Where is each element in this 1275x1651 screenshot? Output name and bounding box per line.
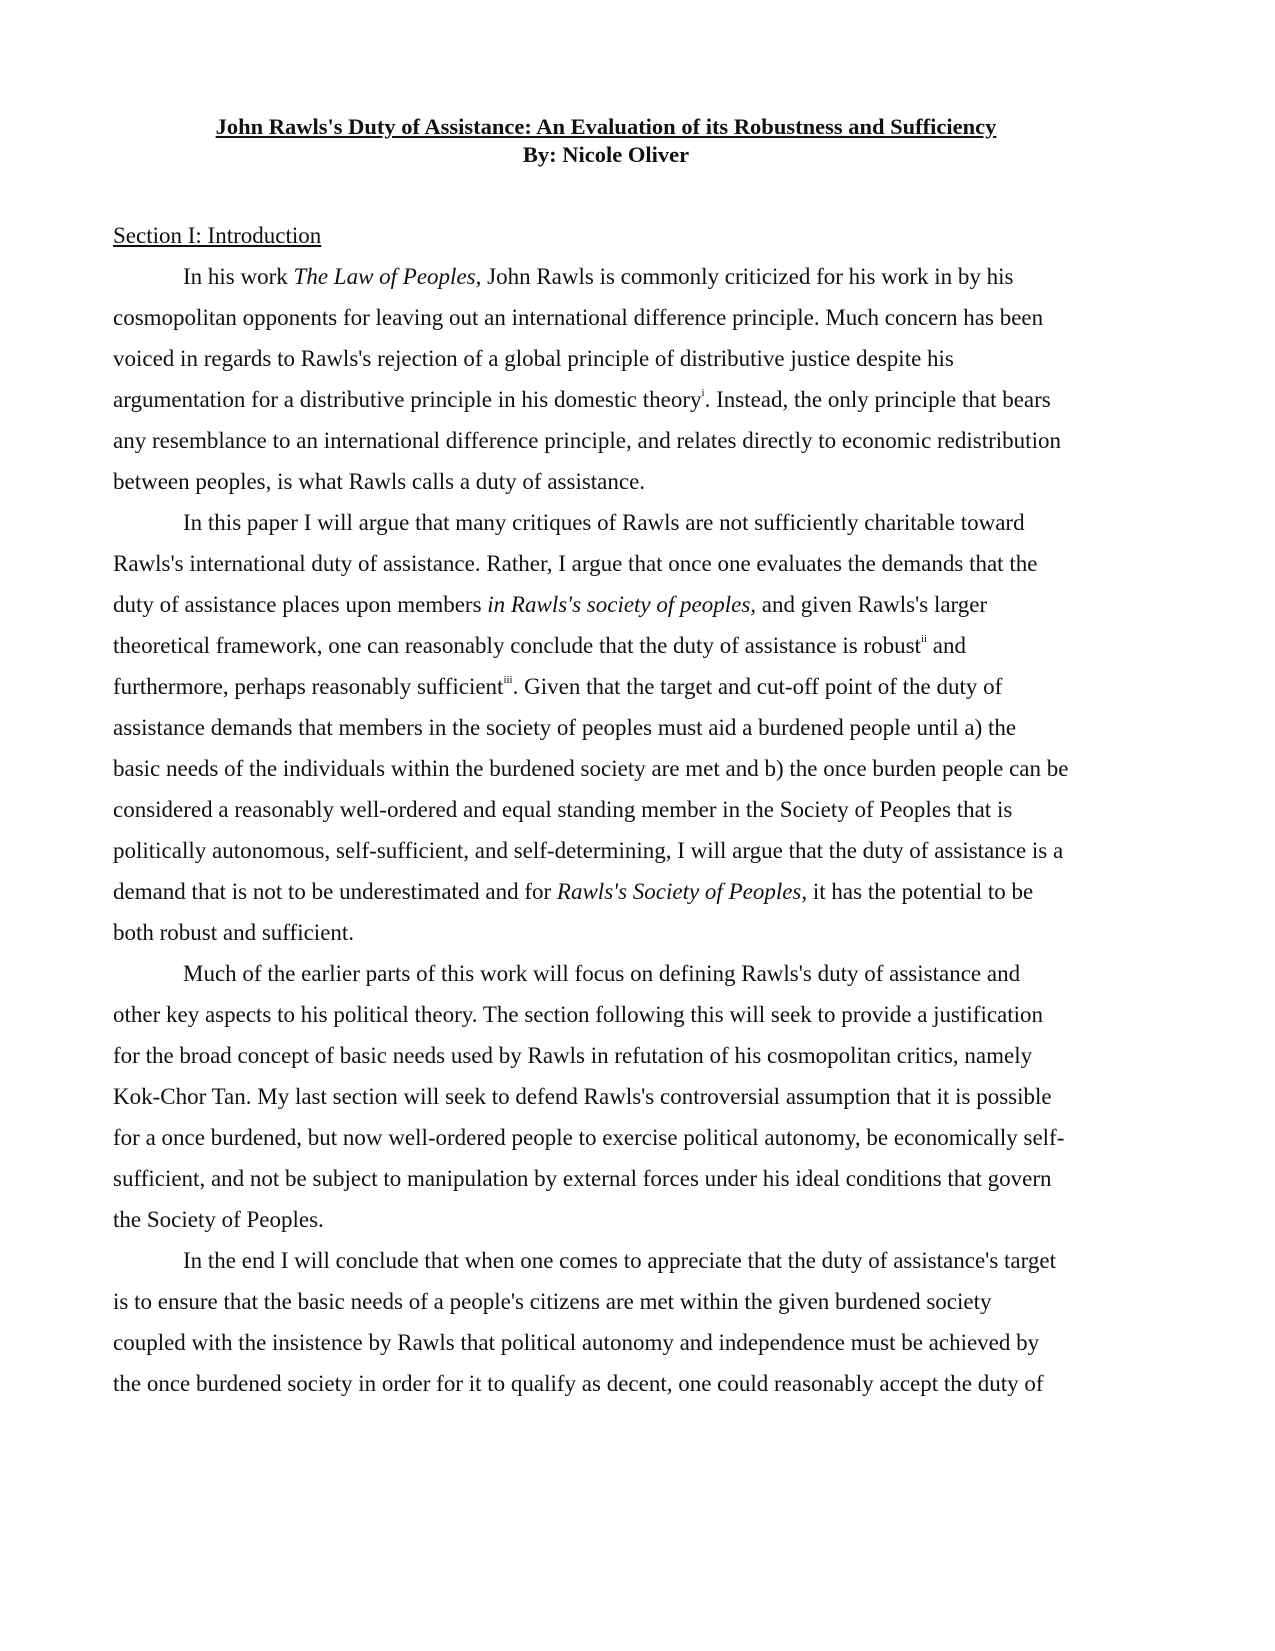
text-run: In the end I will conclude that when one comes to appreciate that the duty of assistance's target xyxy=(183,1248,1056,1273)
text-line xyxy=(113,1240,1068,1281)
endnote-marker: iii xyxy=(503,674,513,686)
text-run: demand that is not to be underestimated and for xyxy=(113,879,557,904)
text-run: voiced in regards to Rawls's rejection of a global principle of distributive justice despite his xyxy=(113,346,954,371)
text-run: between peoples, is what Rawls calls a duty of assistance. xyxy=(113,469,646,494)
document-title: John Rawls's Duty of Assistance: An Evaluation of its Robustness and Sufficiency xyxy=(215,114,997,139)
text-run: furthermore, perhaps reasonably sufficient xyxy=(113,674,504,699)
text-line xyxy=(113,256,1068,297)
italic-text: The Law of Peoples xyxy=(293,264,476,289)
italic-text: in Rawls's society of peoples, xyxy=(487,592,757,617)
text-line xyxy=(113,748,1068,789)
text-run: the Society of Peoples. xyxy=(113,1207,324,1232)
text-line xyxy=(113,830,1068,871)
text-line xyxy=(113,461,1068,502)
text-run: basic needs of the individuals within the burdened society are met and b) the once burden people can be xyxy=(113,756,1069,781)
text-run: both robust and sufficient. xyxy=(113,920,355,945)
text-line xyxy=(113,420,1068,461)
endnote-marker: ii xyxy=(920,633,928,645)
italic-text: Rawls's Society of Peoples xyxy=(556,879,802,904)
text-line xyxy=(113,666,1068,707)
text-line xyxy=(113,297,1068,338)
text-run: cosmopolitan opponents for leaving out an international difference principle. Much concern has been xyxy=(113,305,1044,330)
text-line xyxy=(113,1363,1068,1404)
text-run: considered a reasonably well-ordered and equal standing member in the Society of Peoples that is xyxy=(113,797,1013,822)
text-run: assistance demands that members in the society of peoples must aid a burdened people until a) the xyxy=(113,715,1017,740)
text-run: Much of the earlier parts of this work will focus on defining Rawls's duty of assistance and xyxy=(183,961,1021,986)
text-line xyxy=(113,625,1068,666)
text-run: argumentation for a distributive principle in his domestic theory xyxy=(113,387,702,412)
author-byline: By: Nicole Oliver xyxy=(522,142,690,167)
text-run: the once burdened society in order for it to qualify as decent, one could reasonably accept the duty of xyxy=(113,1371,1044,1396)
paragraph xyxy=(113,1240,1068,1404)
text-line xyxy=(113,912,1068,953)
text-run: duty of assistance places upon members xyxy=(113,592,488,617)
text-line xyxy=(113,994,1068,1035)
text-run: , John Rawls is commonly criticized for his work in by his xyxy=(475,264,1014,289)
text-run: In this paper I will argue that many critiques of Rawls are not sufficiently charitable toward xyxy=(183,510,1025,535)
text-run: coupled with the insistence by Rawls that political autonomy and independence must be achieved by xyxy=(113,1330,1040,1355)
paragraph xyxy=(113,502,1068,953)
text-run: for a once burdened, but now well-ordered people to exercise political autonomy, be economically self- xyxy=(113,1125,1065,1150)
paragraph xyxy=(113,256,1068,502)
text-run: . Given that the target and cut-off point of the duty of xyxy=(512,674,1003,699)
text-run: any resemblance to an international difference principle, and relates directly to economic redistribution xyxy=(113,428,1061,453)
text-run: for the broad concept of basic needs used by Rawls in refutation of his cosmopolitan critics, namely xyxy=(113,1043,1033,1068)
document-body xyxy=(113,215,1068,1404)
text-line xyxy=(113,543,1068,584)
text-line xyxy=(113,1322,1068,1363)
text-run: Kok-Chor Tan. My last section will seek to defend Rawls's controversial assumption that it is possible xyxy=(113,1084,1052,1109)
text-run: other key aspects to his political theory. The section following this will seek to provide a justification xyxy=(113,1002,1044,1027)
text-run: Rawls's international duty of assistance. Rather, I argue that once one evaluates the demands that the xyxy=(113,551,1038,576)
text-run: In his work xyxy=(183,264,294,289)
section-heading: Section I: Introduction xyxy=(113,223,322,248)
text-run: politically autonomous, self-sufficient, and self-determining, I will argue that the duty of assistance is a xyxy=(113,838,1064,863)
text-run: is to ensure that the basic needs of a people's citizens are met within the given burdened society xyxy=(113,1289,992,1314)
text-line xyxy=(113,502,1068,543)
text-line xyxy=(113,379,1068,420)
text-line xyxy=(113,584,1068,625)
text-line xyxy=(113,1076,1068,1117)
text-run: and xyxy=(927,633,967,658)
text-run: and given Rawls's larger xyxy=(756,592,988,617)
text-line xyxy=(113,1281,1068,1322)
text-line xyxy=(113,1117,1068,1158)
text-line xyxy=(113,1199,1068,1240)
text-line xyxy=(113,953,1068,994)
text-run: . Instead, the only principle that bears xyxy=(704,387,1051,412)
text-run: sufficient, and not be subject to manipulation by external forces under his ideal conditions that govern xyxy=(113,1166,1052,1191)
paragraph xyxy=(113,953,1068,1240)
text-run: theoretical framework, one can reasonably conclude that the duty of assistance is robust xyxy=(113,633,921,658)
text-line xyxy=(113,789,1068,830)
text-line xyxy=(113,1035,1068,1076)
text-run: , it has the potential to be xyxy=(801,879,1034,904)
text-line xyxy=(113,338,1068,379)
text-line xyxy=(113,1158,1068,1199)
paragraphs xyxy=(113,256,1068,1404)
endnote-marker: i xyxy=(701,387,705,399)
text-line xyxy=(113,871,1068,912)
text-line xyxy=(113,707,1068,748)
